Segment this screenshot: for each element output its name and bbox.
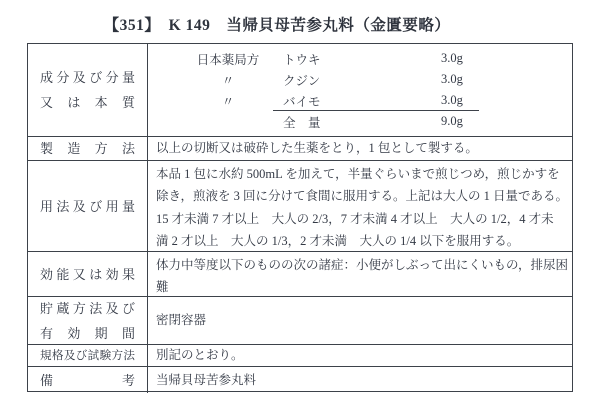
dosage-text-line: 15 才未満 7 才以上 大人の 2/3，7 才未満 4 才以上 大人の 1/2，4 才未 — [156, 211, 554, 226]
ingredient-list — [148, 44, 572, 132]
row-specs — [28, 344, 572, 366]
total-quantity: 9.0g — [441, 114, 463, 128]
row-remarks-label — [28, 367, 148, 393]
storage-content — [148, 297, 572, 344]
dosage-text-line: 満 2 才以上 大人の 1/3，2 才未満 大人の 1/4 以下を服用する。 — [156, 234, 520, 249]
composition-content — [148, 44, 572, 136]
row-remarks — [28, 366, 572, 393]
label-line: 貯蔵方法及び — [40, 300, 135, 316]
specs-text: 別記のとおり。 — [156, 348, 244, 363]
ditto-mark: 〃 — [221, 94, 235, 109]
label-line: 有効期間 — [40, 325, 135, 341]
row-storage-label — [28, 297, 148, 344]
label-line: 備考 — [40, 372, 135, 388]
label-line: 規格及び試験方法 — [40, 349, 135, 362]
ingredient-name: トウキ — [283, 52, 321, 67]
page-title: 【351】 K 149 当帰貝母苦参丸料（金匱要略） — [103, 17, 451, 34]
sum-divider-line — [273, 110, 479, 111]
indications-content — [148, 252, 572, 296]
ingredient-row — [148, 69, 572, 90]
label-line: 製造方法 — [40, 141, 135, 156]
spec-table — [27, 43, 573, 392]
row-indications — [28, 251, 572, 296]
row-dosage-label — [28, 161, 148, 251]
indications-text-line: 難 — [156, 280, 169, 295]
ditto-mark: 〃 — [221, 73, 235, 88]
ingredient-quantity: 3.0g — [441, 72, 463, 86]
dosage-text-line: 除き，煎液を 3 回に分けて食間に服用する。上記は大人の 1 日量である。 — [156, 189, 569, 204]
row-composition-label — [28, 44, 148, 136]
label-line: 効能又は効果 — [40, 266, 135, 282]
ingredient-quantity: 3.0g — [441, 93, 463, 107]
dosage-content — [148, 161, 572, 251]
row-specs-label — [28, 345, 148, 366]
label-line: 又は本質 — [40, 95, 135, 110]
manufacturing-content — [148, 137, 572, 160]
dosage-text-line: 本品 1 包に水約 500mL を加えて，半量ぐらいまで煎じつめ，煎じかすを — [156, 167, 560, 181]
total-row — [148, 111, 572, 132]
total-label: 全 量 — [283, 115, 321, 130]
row-manufacturing-label — [28, 137, 148, 160]
ingredient-name: バイモ — [283, 94, 321, 109]
remarks-text: 当帰貝母苦参丸料 — [156, 372, 257, 387]
row-manufacturing — [28, 136, 572, 160]
label-line: 用法及び用量 — [40, 198, 135, 214]
specs-content — [148, 345, 572, 366]
row-dosage — [28, 160, 572, 251]
pharmacopoeia-label: 日本薬局方 — [196, 52, 260, 67]
row-indications-label — [28, 252, 148, 296]
row-storage — [28, 296, 572, 344]
ingredient-row — [148, 90, 572, 111]
row-composition — [28, 44, 572, 136]
remarks-content — [148, 367, 572, 393]
ingredient-row — [148, 48, 572, 69]
ingredient-name: クジン — [283, 73, 321, 88]
storage-text: 密閉容器 — [156, 313, 207, 328]
indications-text-line: 体力中等度以下のものの次の諸症：小便がしぶって出にくいもの，排尿困 — [156, 258, 569, 272]
label-line: 成分及び分量 — [40, 70, 135, 85]
ingredient-quantity: 3.0g — [441, 51, 463, 65]
manufacturing-text: 以上の切断又は破砕した生薬をとり，1 包として製する。 — [156, 141, 478, 156]
